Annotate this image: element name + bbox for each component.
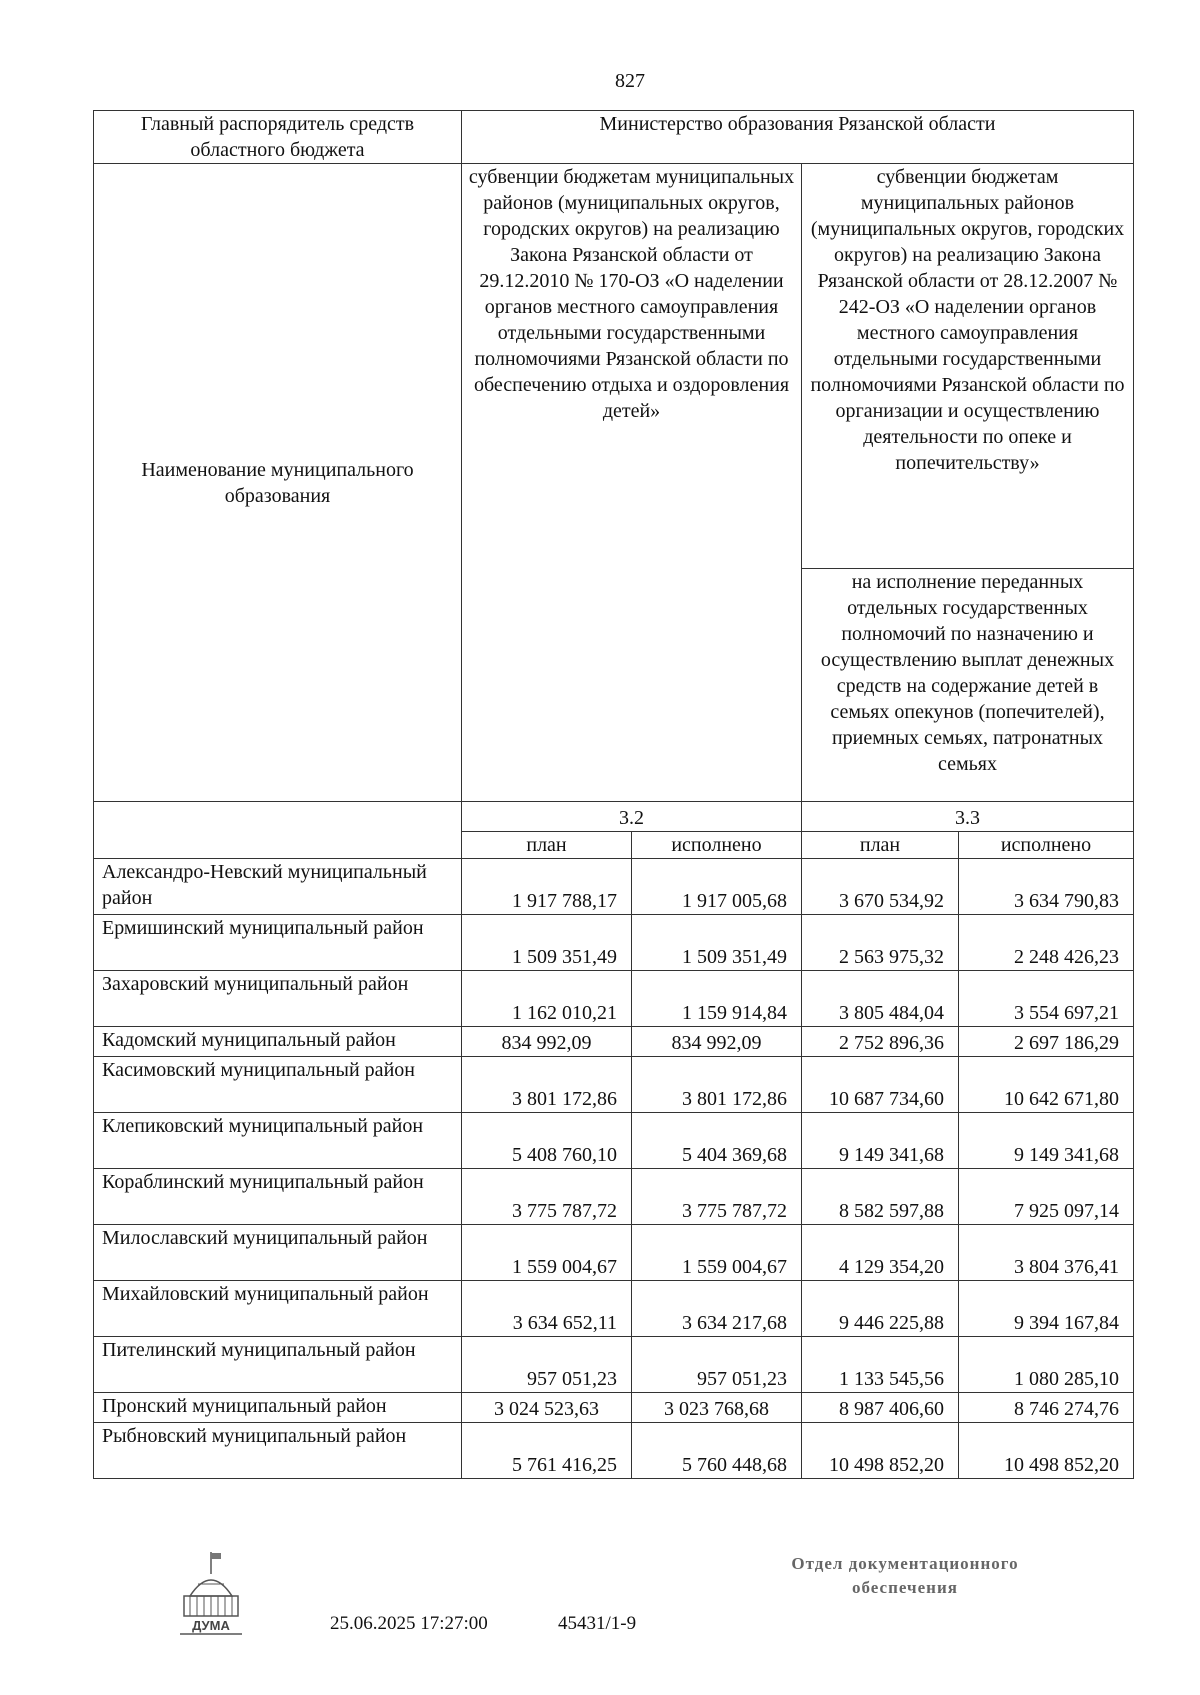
row-name: Александро-Невский муниципальный район bbox=[94, 859, 462, 915]
cell-done-33: 10 642 671,80 bbox=[959, 1057, 1134, 1113]
cell-done-32: 5 404 369,68 bbox=[632, 1113, 802, 1169]
footer-doc-number: 45431/1-9 bbox=[558, 1613, 637, 1634]
cell-done-32: 3 023 768,68 bbox=[632, 1393, 802, 1423]
table-row bbox=[94, 1169, 1134, 1225]
row-name: Ермишинский муниципальный район bbox=[94, 915, 462, 971]
stamp-line-2: обеспечения bbox=[852, 1578, 958, 1597]
cell-plan-33: 3 805 484,04 bbox=[802, 971, 959, 1027]
logo-text: ДУМА bbox=[192, 1618, 230, 1633]
col-33-description: субвенции бюджетам муниципальных районов (муниципальных округов, городских округов) на реализацию Закона Рязанской области от 28.12.2007 № 242-ОЗ «О наделении органов местного самоуправления отдельными государственными полномочиями Рязанской области по организации и осуществлению деятельности по опеке и попечительству» bbox=[802, 164, 1134, 569]
footer-timestamp: 25.06.2025 17:27:00 bbox=[330, 1613, 488, 1634]
cell-plan-33: 4 129 354,20 bbox=[802, 1225, 959, 1281]
cell-plan-32: 3 801 172,86 bbox=[462, 1057, 632, 1113]
cell-plan-32: 3 634 652,11 bbox=[462, 1281, 632, 1337]
table-row bbox=[94, 1337, 1134, 1393]
table-row bbox=[94, 1225, 1134, 1281]
cell-plan-32: 3 775 787,72 bbox=[462, 1169, 632, 1225]
budget-table bbox=[93, 110, 1134, 1479]
distributor-value: Министерство образования Рязанской области bbox=[462, 111, 1134, 164]
row-name: Милославский муниципальный район bbox=[94, 1225, 462, 1281]
table-header bbox=[94, 111, 1134, 859]
row-name: Пронский муниципальный район bbox=[94, 1393, 462, 1423]
cell-done-33: 9 149 341,68 bbox=[959, 1113, 1134, 1169]
municipality-label: Наименование муниципального образования bbox=[94, 164, 462, 802]
cell-plan-33: 8 582 597,88 bbox=[802, 1169, 959, 1225]
cell-done-33: 9 394 167,84 bbox=[959, 1281, 1134, 1337]
cell-plan-33: 9 149 341,68 bbox=[802, 1113, 959, 1169]
row-name: Рыбновский муниципальный район bbox=[94, 1423, 462, 1479]
distributor-label: Главный распорядитель средств областного бюджета bbox=[94, 111, 462, 164]
plan-label-32: план bbox=[462, 832, 632, 859]
cell-done-33: 3 554 697,21 bbox=[959, 971, 1134, 1027]
cell-done-32: 834 992,09 bbox=[632, 1027, 802, 1057]
done-label-32: исполнено bbox=[632, 832, 802, 859]
cell-done-32: 1 559 004,67 bbox=[632, 1225, 802, 1281]
cell-plan-33: 2 563 975,32 bbox=[802, 915, 959, 971]
cell-plan-32: 1 559 004,67 bbox=[462, 1225, 632, 1281]
col-33-subdescription: на исполнение переданных отдельных государственных полномочий по назначению и осуществлению выплат денежных средств на содержание детей в семьях опекунов (попечителей), приемных семьях, патронатных семьях bbox=[802, 569, 1134, 802]
row-name: Кадомский муниципальный район bbox=[94, 1027, 462, 1057]
cell-done-33: 2 248 426,23 bbox=[959, 915, 1134, 971]
department-stamp bbox=[755, 1552, 1055, 1600]
cell-done-32: 5 760 448,68 bbox=[632, 1423, 802, 1479]
col-32-description: субвенции бюджетам муниципальных районов (муниципальных округов, городских округов) на реализацию Закона Рязанской области от 29.12.2010 № 170-ОЗ «О наделении органов местного самоуправления отдельными государственными полномочиями Рязанской области по обеспечению отдыха и оздоровления детей» bbox=[462, 164, 802, 802]
table-row bbox=[94, 915, 1134, 971]
cell-plan-33: 8 987 406,60 bbox=[802, 1393, 959, 1423]
table-row bbox=[94, 859, 1134, 915]
cell-plan-33: 3 670 534,92 bbox=[802, 859, 959, 915]
row-name: Михайловский муниципальный район bbox=[94, 1281, 462, 1337]
cell-done-33: 3 634 790,83 bbox=[959, 859, 1134, 915]
row-name: Кораблинский муниципальный район bbox=[94, 1169, 462, 1225]
cell-done-33: 3 804 376,41 bbox=[959, 1225, 1134, 1281]
page-number: 827 bbox=[615, 70, 645, 92]
cell-done-32: 1 509 351,49 bbox=[632, 915, 802, 971]
cell-done-32: 1 159 914,84 bbox=[632, 971, 802, 1027]
done-label-33: исполнено bbox=[959, 832, 1134, 859]
cell-done-32: 3 801 172,86 bbox=[632, 1057, 802, 1113]
cell-done-33: 10 498 852,20 bbox=[959, 1423, 1134, 1479]
cell-done-33: 8 746 274,76 bbox=[959, 1393, 1134, 1423]
cell-plan-33: 1 133 545,56 bbox=[802, 1337, 959, 1393]
cell-plan-32: 1 509 351,49 bbox=[462, 915, 632, 971]
cell-done-32: 3 634 217,68 bbox=[632, 1281, 802, 1337]
cell-plan-33: 10 498 852,20 bbox=[802, 1423, 959, 1479]
cell-plan-32: 3 024 523,63 bbox=[462, 1393, 632, 1423]
cell-done-32: 1 917 005,68 bbox=[632, 859, 802, 915]
table-row bbox=[94, 971, 1134, 1027]
cell-plan-32: 5 761 416,25 bbox=[462, 1423, 632, 1479]
row-name: Пителинский муниципальный район bbox=[94, 1337, 462, 1393]
cell-done-33: 7 925 097,14 bbox=[959, 1169, 1134, 1225]
cell-done-33: 2 697 186,29 bbox=[959, 1027, 1134, 1057]
row-name: Захаровский муниципальный район bbox=[94, 971, 462, 1027]
cell-plan-32: 1 162 010,21 bbox=[462, 971, 632, 1027]
duma-logo-icon bbox=[176, 1550, 246, 1636]
table-row bbox=[94, 1057, 1134, 1113]
cell-plan-33: 10 687 734,60 bbox=[802, 1057, 959, 1113]
table-row bbox=[94, 1393, 1134, 1423]
row-name: Клепиковский муниципальный район bbox=[94, 1113, 462, 1169]
stamp-line-1: Отдел документационного bbox=[791, 1554, 1019, 1573]
header-spacer bbox=[94, 802, 462, 859]
cell-plan-33: 9 446 225,88 bbox=[802, 1281, 959, 1337]
cell-plan-32: 1 917 788,17 bbox=[462, 859, 632, 915]
code-32: 3.2 bbox=[462, 802, 802, 832]
table-row bbox=[94, 1113, 1134, 1169]
table-body bbox=[94, 859, 1134, 1479]
code-33: 3.3 bbox=[802, 802, 1134, 832]
table-row bbox=[94, 1423, 1134, 1479]
row-name: Касимовский муниципальный район bbox=[94, 1057, 462, 1113]
plan-label-33: план bbox=[802, 832, 959, 859]
table-row bbox=[94, 1281, 1134, 1337]
cell-done-33: 1 080 285,10 bbox=[959, 1337, 1134, 1393]
cell-plan-32: 957 051,23 bbox=[462, 1337, 632, 1393]
cell-done-32: 3 775 787,72 bbox=[632, 1169, 802, 1225]
cell-done-32: 957 051,23 bbox=[632, 1337, 802, 1393]
cell-plan-32: 5 408 760,10 bbox=[462, 1113, 632, 1169]
cell-plan-33: 2 752 896,36 bbox=[802, 1027, 959, 1057]
cell-plan-32: 834 992,09 bbox=[462, 1027, 632, 1057]
table-row bbox=[94, 1027, 1134, 1057]
